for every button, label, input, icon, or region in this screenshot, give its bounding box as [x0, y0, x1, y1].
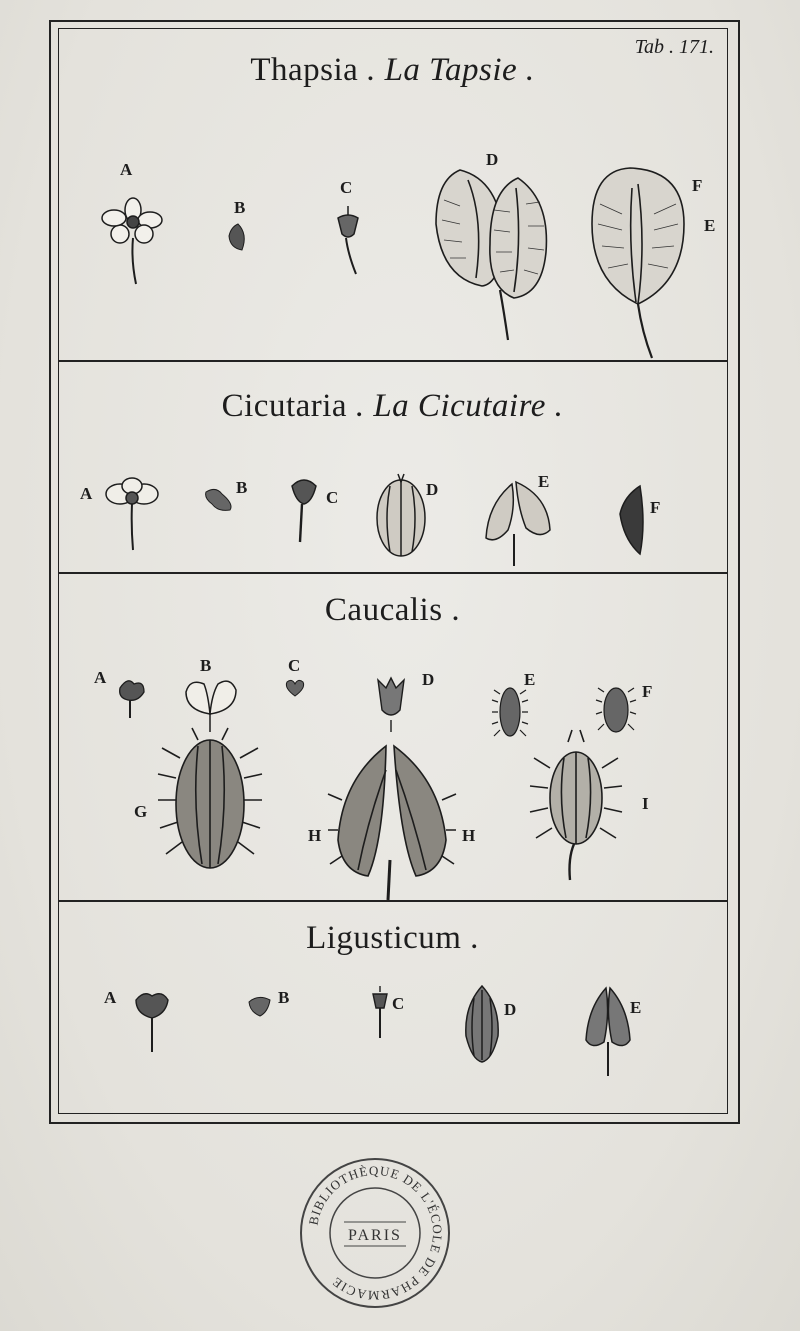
cicutaria-seed-c	[286, 474, 322, 546]
thapsia-fruit-e	[588, 164, 692, 360]
section-title	[59, 920, 726, 957]
caucalis-petal-c	[284, 678, 306, 698]
title-period: .	[451, 592, 461, 628]
figure-label: A	[120, 160, 133, 179]
thapsia-seed-c	[330, 204, 366, 278]
ligusticum-flower-a	[130, 988, 174, 1054]
figure-label: F	[650, 498, 661, 517]
figure-label: E	[704, 216, 716, 235]
figure-label: B	[236, 478, 248, 497]
thapsia-fruit-d	[430, 160, 554, 344]
figure-label: F	[642, 682, 653, 701]
title-period: .	[470, 920, 479, 956]
figure-label: C	[326, 488, 339, 507]
latin-name: Thapsia	[250, 52, 359, 88]
french-name: . La Tapsie .	[367, 52, 535, 88]
latin-name: Cicutaria	[221, 388, 348, 424]
figure-label: C	[340, 178, 353, 197]
figure-label: A	[104, 988, 117, 1007]
ligusticum-petal-b	[246, 994, 274, 1018]
figure-label: D	[486, 150, 499, 169]
figure-label: F	[692, 176, 703, 195]
figure-label: E	[538, 472, 550, 491]
cicutaria-petal-b	[200, 484, 240, 514]
figure-label: E	[630, 998, 642, 1017]
section-title	[59, 592, 726, 629]
caucalis-fruit-g	[158, 728, 262, 878]
latin-name: Caucalis	[324, 592, 443, 628]
french-name: . La Cicutaire .	[355, 388, 564, 424]
stamp-center-text: PARIS	[348, 1227, 402, 1244]
library-stamp	[298, 1156, 452, 1310]
caucalis-fruit-h	[328, 740, 456, 902]
figure-label: B	[200, 656, 212, 675]
caucalis-petal-b	[182, 674, 240, 734]
figure-label: C	[288, 656, 301, 675]
cicutaria-flower-a	[102, 476, 162, 552]
cicutaria-fruit-d	[372, 470, 430, 560]
figure-label: A	[80, 484, 93, 503]
caucalis-seed-d	[374, 676, 408, 734]
figure-label: H	[308, 826, 322, 845]
thapsia-petal-b	[226, 222, 250, 252]
latin-name: Ligusticum	[306, 920, 462, 956]
figure-label: D	[426, 480, 439, 499]
figure-label: B	[234, 198, 246, 217]
caucalis-flower-a	[116, 676, 148, 720]
figure-label: B	[278, 988, 290, 1007]
plate-number: Tab . 171.	[634, 36, 714, 58]
figure-label: H	[462, 826, 476, 845]
cicutaria-seed-f	[616, 484, 648, 558]
section-title	[59, 52, 726, 89]
cicutaria-fruit-e	[482, 474, 554, 568]
caucalis-fruit-i	[528, 728, 626, 884]
figure-label: D	[422, 670, 435, 689]
figure-label: C	[392, 994, 405, 1013]
ligusticum-fruit-d	[462, 984, 502, 1064]
thapsia-flower-a	[98, 190, 168, 290]
figure-label: A	[94, 668, 107, 687]
caucalis-seed-e	[492, 682, 528, 744]
ligusticum-seed-c	[370, 986, 390, 1040]
figure-label: D	[504, 1000, 517, 1019]
figure-label: I	[642, 794, 649, 813]
stamp-ring-text: BIBLIOTHÈQUE DE L'ÉCOLE DE PHARMACIE	[305, 1162, 446, 1304]
section-title	[59, 388, 726, 425]
figure-label: G	[134, 802, 148, 821]
ligusticum-fruit-e	[582, 984, 634, 1078]
figure-label: E	[524, 670, 536, 689]
